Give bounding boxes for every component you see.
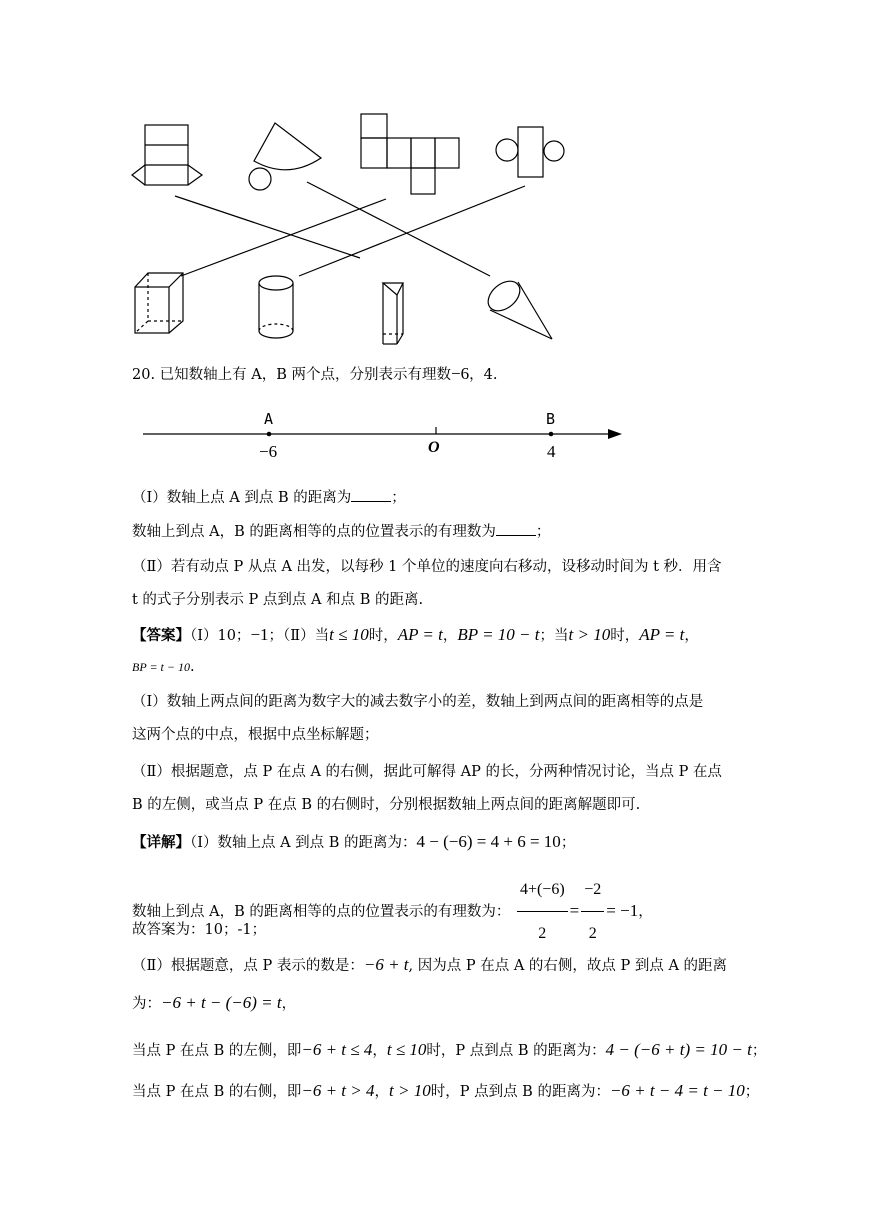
answer-math: BP = t − 10 xyxy=(132,660,190,674)
matching-lines xyxy=(175,182,525,276)
q20-part1-a-end: ； xyxy=(391,490,406,506)
answer-math: BP = 10 − t xyxy=(457,625,540,644)
answer-math: AP = t xyxy=(639,625,685,644)
number-line xyxy=(0,405,869,465)
q20-stem xyxy=(132,364,497,385)
answer-math: AP = t xyxy=(397,625,443,644)
detail-math: −6 + t > 4 xyxy=(301,1081,375,1100)
analysis-line-1: （Ⅰ）数轴上两点间的距离为数字大的减去数字小的差，数轴上到两点间的距离相等的点是 xyxy=(132,694,704,710)
point-b-label: B xyxy=(546,410,556,428)
detail-line-5 xyxy=(132,993,296,1014)
answer-text: 时， xyxy=(610,628,640,644)
detail-math: 4 − (−6) = 4 + 6 = 10 xyxy=(416,832,561,851)
detail-text: ， xyxy=(374,1084,389,1100)
q20-stem-text: 20. 已知数轴上有 A，B 两个点，分别表示有理数 xyxy=(132,367,452,383)
q20-stem-end: ，4. xyxy=(469,367,498,383)
prism-net-shape xyxy=(132,125,202,185)
detail-text: ； xyxy=(560,835,576,851)
analysis-line-2: 这两个点的中点，根据中点坐标解题； xyxy=(132,727,379,743)
detail-line-4 xyxy=(132,955,727,976)
answer-tag: 【答案】 xyxy=(132,627,190,644)
detail-math: = xyxy=(569,901,580,920)
q20-part2-b: t 的式子分别表示 P 点到点 A 和点 B 的距离. xyxy=(132,592,424,608)
detail-line-3: 故答案为：10；-1； xyxy=(132,922,267,938)
fraction-denominator: 2 xyxy=(538,925,547,942)
answer-math: −1 xyxy=(250,625,269,644)
cylinder-net-shape xyxy=(496,127,564,177)
q20-stem-value: −6 xyxy=(451,364,470,383)
answer-text: ， xyxy=(684,628,699,644)
rectangular-prism-shape xyxy=(135,273,183,333)
q20-part1-a-text: （Ⅰ）数轴上点 A 到点 B 的距离为 xyxy=(132,490,352,506)
answer-blank[interactable] xyxy=(496,523,536,536)
detail-line-6 xyxy=(132,1040,766,1061)
detail-math: −6 + t ≤ 4 xyxy=(301,1040,373,1059)
detail-text: ， xyxy=(372,1043,387,1059)
q20-part1-b-text: 数轴上到点 A，B 的距离相等的点的位置表示的有理数为 xyxy=(132,524,496,540)
point-a-value: −6 xyxy=(259,442,278,461)
cylinder-shape xyxy=(259,276,293,338)
detail-text: （Ⅰ）数轴上点 A 到点 B 的距离为： xyxy=(190,835,417,851)
answer-text: ；（Ⅱ）当 xyxy=(268,628,330,644)
fraction-numerator: 4+(−6) xyxy=(517,870,568,912)
detail-line-7 xyxy=(132,1081,759,1102)
detail-text: , 因为点 P 在点 A 的右侧，故点 P 到点 A 的距离 xyxy=(408,958,728,974)
answer-line-2 xyxy=(132,657,195,677)
answer-line xyxy=(132,625,699,646)
fraction-denominator: 2 xyxy=(588,925,597,942)
analysis-line-3: （Ⅱ）根据题意，点 P 在点 A 的右侧，据此可解得 AP 的长，分两种情况讨论，当点 P 在点 xyxy=(132,764,722,780)
detail-text: ， xyxy=(638,904,653,920)
answer-math: t ≤ 10 xyxy=(329,625,369,644)
answer-math: t > 10 xyxy=(568,625,611,644)
detail-tag: 【详解】 xyxy=(132,834,190,851)
detail-text: ； xyxy=(751,1043,767,1059)
q20-part1-b-end: ； xyxy=(535,524,551,540)
answer-blank[interactable] xyxy=(351,489,391,502)
fraction-numerator: −2 xyxy=(581,870,604,912)
detail-text: 当点 P 在点 B 的右侧，即 xyxy=(132,1084,302,1100)
detail-math: −6 + t xyxy=(363,955,409,974)
detail-text: 为： xyxy=(132,996,161,1012)
detail-math: 4 − (−6 + t) = 10 − t xyxy=(605,1040,752,1059)
analysis-line-4: B 的左侧，或当点 P 在点 B 的右侧时，分别根据数轴上两点间的距离解题即可. xyxy=(132,797,641,813)
q20-part1-a xyxy=(132,488,406,508)
triangular-prism-shape xyxy=(383,283,403,344)
cone-net-shape xyxy=(249,123,321,190)
point-a-label: A xyxy=(264,410,274,428)
detail-text: （Ⅱ）根据题意，点 P 表示的数是： xyxy=(132,958,364,974)
cube-net-shape xyxy=(361,114,459,194)
answer-text: . xyxy=(189,659,195,675)
detail-text: ； xyxy=(744,1084,760,1100)
cone-shape xyxy=(482,275,552,339)
detail-math: −6 + t − 4 = t − 10 xyxy=(609,1081,745,1100)
detail-math: −6 + t − (−6) = t xyxy=(161,993,282,1012)
origin-label: O xyxy=(428,439,440,456)
fraction xyxy=(517,870,568,954)
detail-text: 当点 P 在点 B 的左侧，即 xyxy=(132,1043,302,1059)
detail-text: 时，P 点到点 B 的距离为： xyxy=(426,1043,606,1059)
answer-text: （Ⅰ）10； xyxy=(190,628,251,644)
detail-text: ， xyxy=(281,996,297,1012)
detail-text: 数轴上到点 A，B 的距离相等的点的位置表示的有理数为： xyxy=(132,904,511,920)
detail-math: t > 10 xyxy=(389,1081,431,1100)
detail-line-2 xyxy=(132,870,653,954)
point-b-value: 4 xyxy=(547,442,556,461)
detail-math: t ≤ 10 xyxy=(386,1040,427,1059)
answer-text: ；当 xyxy=(539,628,569,644)
detail-line-1 xyxy=(132,832,575,853)
answer-text: ， xyxy=(442,628,458,644)
detail-text: 时，P 点到点 B 的距离为： xyxy=(430,1084,610,1100)
answer-text: 时， xyxy=(368,628,398,644)
matching-figure xyxy=(0,0,869,360)
q20-part1-b xyxy=(132,522,550,542)
detail-math: = −1 xyxy=(606,901,639,920)
fraction xyxy=(581,870,604,954)
q20-part2-a: （Ⅱ）若有动点 P 从点 A 出发，以每秒 1 个单位的速度向右移动，设移动时间为 t 秒．用含 xyxy=(132,559,722,575)
